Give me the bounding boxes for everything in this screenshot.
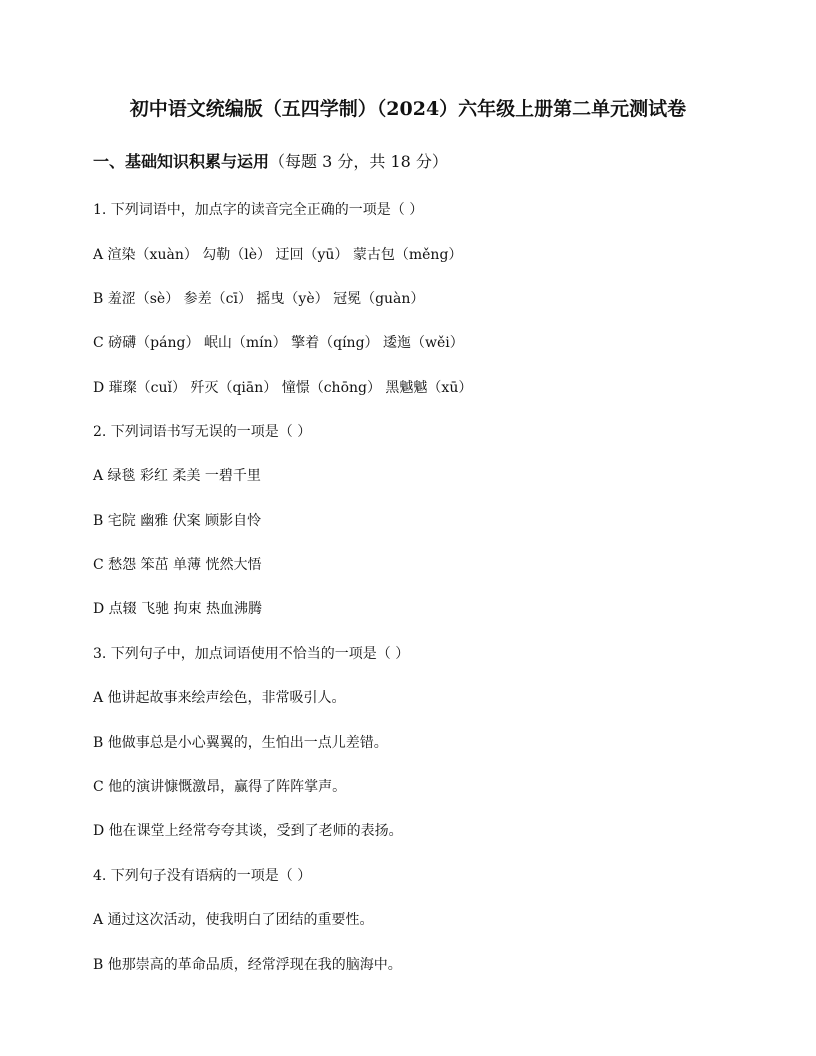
- question-2-option-b: B 宅院 幽雅 伏案 顾影自怜: [93, 513, 262, 529]
- question-3-option-c: C 他的演讲慷慨激昂，赢得了阵阵掌声。: [93, 779, 347, 795]
- question-3-stem: 3. 下列句子中，加点词语使用不恰当的一项是（ ）: [93, 646, 410, 662]
- section-scoring-note: （每题 3 分，共 18 分）: [269, 152, 448, 171]
- question-1-stem: 1. 下列词语中，加点字的读音完全正确的一项是（ ）: [93, 202, 424, 218]
- question-3-option-d: D 他在课堂上经常夸夸其谈，受到了老师的表扬。: [93, 823, 403, 839]
- question-2-stem: 2. 下列词语书写无误的一项是（ ）: [93, 424, 312, 440]
- question-3-option-b: B 他做事总是小心翼翼的，生怕出一点儿差错。: [93, 735, 388, 751]
- question-2-option-a: A 绿毯 彩红 柔美 一碧千里: [93, 468, 261, 484]
- document-title: 初中语文统编版（五四学制）（2024）六年级上册第二单元测试卷: [129, 98, 687, 120]
- question-2-option-d: D 点辍 飞驰 拘束 热血沸腾: [93, 601, 263, 617]
- question-1-option-b: B 羞涩（sè） 参差（cī） 摇曳（yè） 冠冕（guàn）: [93, 291, 425, 307]
- section-heading: [93, 151, 448, 173]
- question-1-option-c: C 磅礴（páng） 岷山（mín） 擎着（qíng） 逶迤（wěi）: [93, 335, 464, 351]
- question-2-option-c: C 愁怨 笨茁 单薄 恍然大悟: [93, 557, 262, 573]
- question-4-stem: 4. 下列句子没有语病的一项是（ ）: [93, 868, 312, 884]
- question-4-option-b: B 他那崇高的革命品质，经常浮现在我的脑海中。: [93, 957, 402, 973]
- section-heading-label: 一、基础知识积累与运用: [93, 152, 270, 171]
- question-1-option-d: D 璀璨（cuǐ） 歼灭（qiān） 憧憬（chōng） 黑魆魆（xū）: [93, 380, 473, 396]
- question-4-option-a: A 通过这次活动，使我明白了团结的重要性。: [93, 912, 374, 928]
- question-1-option-a: A 渲染（xuàn） 勾勒（lè） 迂回（yū） 蒙古包（měng）: [93, 247, 463, 263]
- question-3-option-a: A 他讲起故事来绘声绘色，非常吸引人。: [93, 690, 346, 706]
